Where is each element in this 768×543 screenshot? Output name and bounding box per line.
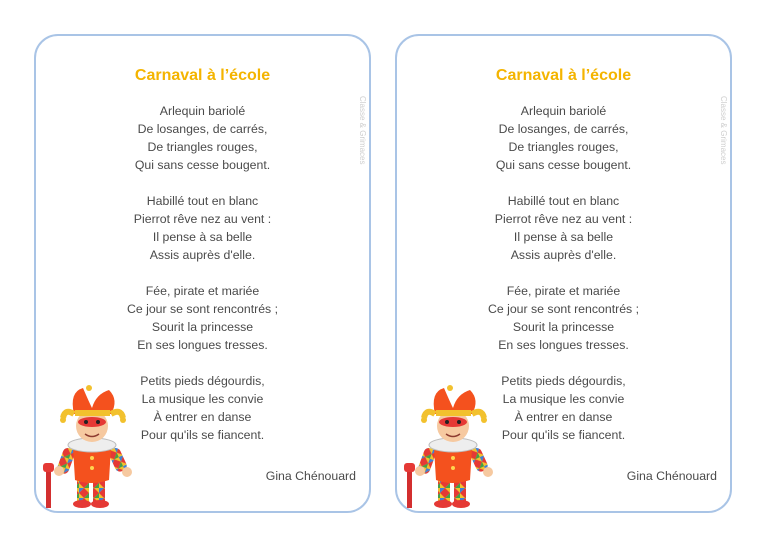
stanza: [397, 282, 730, 354]
poem-line: Pour qu'ils se fiancent.: [501, 428, 626, 442]
poem-line: Pierrot rêve nez au vent :: [133, 212, 272, 226]
poem-line: Petits pieds dégourdis,: [140, 374, 265, 388]
watermark: Classe & Grimaces: [358, 96, 367, 165]
poem-author: Gina Chénouard: [265, 469, 356, 483]
poem-line: Ce jour se sont rencontrés ;: [487, 302, 640, 316]
poem-card: [395, 34, 732, 513]
poem-line: De losanges, de carrés,: [137, 122, 268, 136]
poem-line: À entrer en danse: [153, 410, 252, 424]
poem-line: De triangles rouges,: [508, 140, 619, 154]
poem-line: En ses longues tresses.: [498, 338, 629, 352]
poem-line: Il pense à sa belle: [513, 230, 614, 244]
poem-line: En ses longues tresses.: [137, 338, 268, 352]
harlequin-jester-icon: [400, 348, 500, 508]
harlequin-jester-icon: [39, 348, 139, 508]
poem-title: Carnaval à l’école: [134, 67, 271, 84]
poem-card: [34, 34, 371, 513]
poem-line: Assis auprès d'elle.: [510, 248, 617, 262]
poem-line: La musique les convie: [502, 392, 625, 406]
poem-line: Habillé tout en blanc: [507, 194, 620, 208]
poem-line: La musique les convie: [141, 392, 264, 406]
poem-line: Qui sans cesse bougent.: [134, 158, 271, 172]
poem-line: Sourit la princesse: [151, 320, 254, 334]
poem-line: Fée, pirate et mariée: [506, 284, 621, 298]
stanza: [397, 192, 730, 264]
stanza: [36, 192, 369, 264]
poem-line: Sourit la princesse: [512, 320, 615, 334]
stanza: [397, 102, 730, 174]
poem-line: Il pense à sa belle: [152, 230, 253, 244]
poem-line: Ce jour se sont rencontrés ;: [126, 302, 279, 316]
stanza: [36, 282, 369, 354]
poem-author: Gina Chénouard: [626, 469, 717, 483]
poem-line: Fée, pirate et mariée: [145, 284, 260, 298]
poem-line: Qui sans cesse bougent.: [495, 158, 632, 172]
poem-line: Arlequin bariolé: [159, 104, 246, 118]
poem-line: À entrer en danse: [514, 410, 613, 424]
poem-line: Arlequin bariolé: [520, 104, 607, 118]
poem-line: Habillé tout en blanc: [146, 194, 259, 208]
poem-line: Pour qu'ils se fiancent.: [140, 428, 265, 442]
poem-line: Petits pieds dégourdis,: [501, 374, 626, 388]
poem-line: Pierrot rêve nez au vent :: [494, 212, 633, 226]
poem-title: Carnaval à l’école: [495, 67, 632, 84]
stanza: [36, 102, 369, 174]
poem-line: Assis auprès d'elle.: [149, 248, 256, 262]
poem-line: De losanges, de carrés,: [498, 122, 629, 136]
poem-line: De triangles rouges,: [147, 140, 258, 154]
watermark: Classe & Grimaces: [719, 96, 728, 165]
